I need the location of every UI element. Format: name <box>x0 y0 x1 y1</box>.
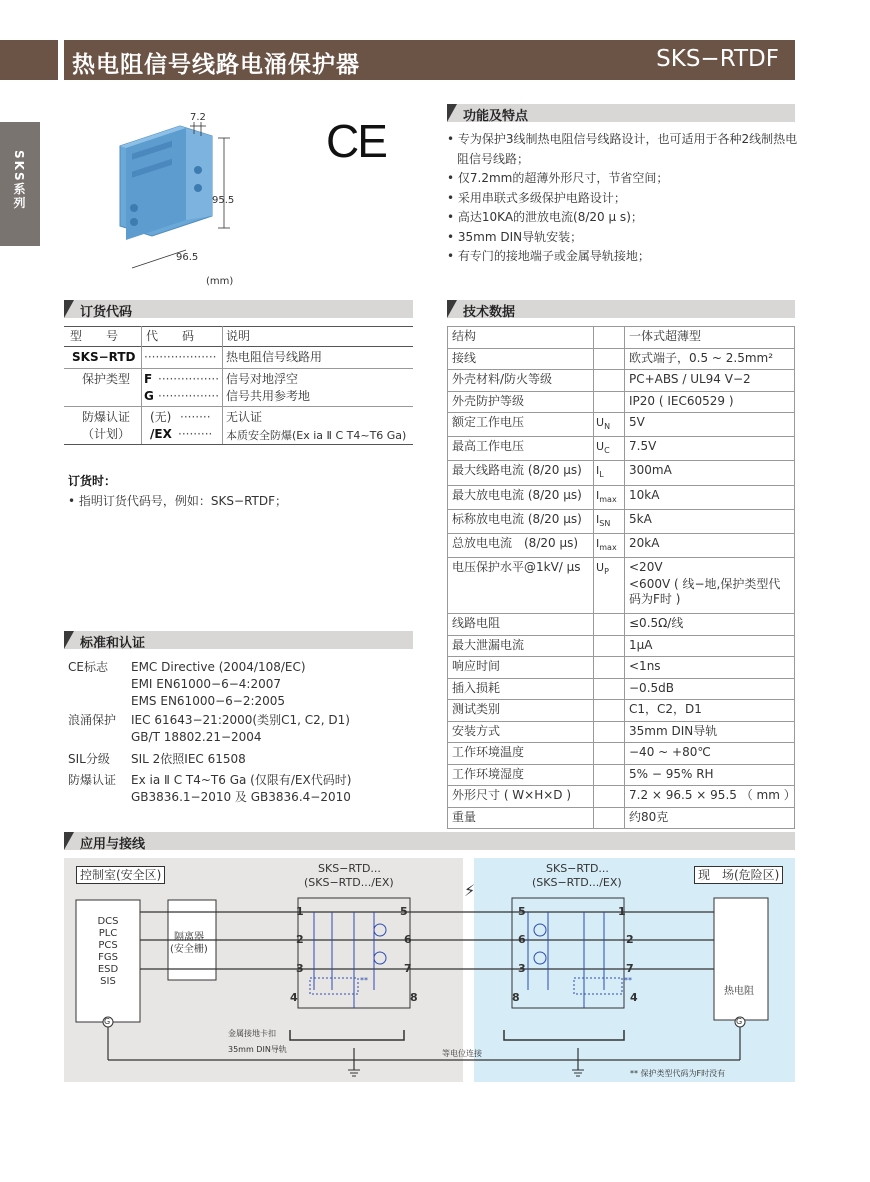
spec-symbol: $U_P$ <box>594 558 625 614</box>
spec-name: 安装方式 <box>448 721 594 743</box>
ground-symbol: G <box>736 1017 743 1026</box>
list-item: • 专为保护3线制热电阻信号线路设计，也可适用于各种2线制热电阻信号线路； <box>447 132 798 166</box>
table-row <box>448 786 795 808</box>
spec-name: 外壳材料/防火等级 <box>448 370 594 392</box>
spec-value: C1，C2，D1 <box>625 700 795 722</box>
safe-zone-label: 控制室(安全区) <box>76 866 165 884</box>
terminal-number: 2 <box>626 933 634 946</box>
spec-symbol <box>594 743 625 765</box>
spec-name: 测试类别 <box>448 700 594 722</box>
sensor-label: 热电阻 <box>724 986 754 997</box>
stars-left: ** <box>360 976 368 985</box>
standard-label: SIL分级 <box>68 752 110 766</box>
list-item: • 仅7.2mm的超薄外形尺寸，节省空间； <box>447 171 669 185</box>
spec-symbol <box>594 657 625 679</box>
table-row <box>448 721 795 743</box>
spec-value: 约80克 <box>625 807 795 829</box>
terminal-number: 4 <box>290 991 298 1004</box>
order-note-title: 订货时： <box>68 474 117 488</box>
table-row <box>448 461 795 485</box>
order-note: • 指明订货代码号，例如：SKS−RTDF； <box>68 494 288 508</box>
lightning-icon: ⚡ <box>464 881 476 900</box>
ce-mark: CE <box>326 115 386 167</box>
spec-symbol: $I_{max}$ <box>594 485 625 509</box>
spec-name: 工作环境温度 <box>448 743 594 765</box>
features-section-header: 功能及特点 <box>447 104 795 122</box>
order-section-header: 订货代码 <box>64 300 413 318</box>
order-type: SKS−RTD <box>72 350 136 364</box>
terminal-number: 6 <box>404 933 412 946</box>
spec-value: −0.5dB <box>625 678 795 700</box>
order-desc: 信号对地浮空 <box>226 372 299 386</box>
terminal-number: 4 <box>630 991 638 1004</box>
table-row <box>448 370 795 392</box>
isolator-label: 隔离器 <box>174 932 204 943</box>
order-type: 保护类型 <box>82 372 131 386</box>
system-list: DCS PLC PCS FGS ESD SIS <box>97 916 119 987</box>
stars-right: ** <box>624 976 632 985</box>
spec-name: 外壳防护等级 <box>448 391 594 413</box>
list-item: • 有专门的接地端子或金属导轨接地； <box>447 249 650 263</box>
order-code: /EX <box>150 427 172 441</box>
terminal-number: 5 <box>518 905 526 918</box>
dim-depth: 96.5 <box>176 252 199 263</box>
spec-value: 5kA <box>625 509 795 533</box>
order-code: F <box>144 372 153 386</box>
table-row <box>448 485 795 509</box>
spec-name: 电压保护水平@1kV/ µs <box>448 558 594 614</box>
terminal-number: 7 <box>626 962 634 975</box>
spec-name: 响应时间 <box>448 657 594 679</box>
standard-line: EMS EN61000−6−2:2005 <box>131 694 286 708</box>
spec-name: 重量 <box>448 807 594 829</box>
table-row <box>448 700 795 722</box>
list-item: • 采用串联式多级保护电路设计； <box>447 190 626 205</box>
spec-symbol: $I_{max}$ <box>594 533 625 557</box>
table-row <box>448 743 795 765</box>
spec-value: ≤0.5Ω/线 <box>625 614 795 636</box>
spec-value: <20V <600V ( 线−地,保护类型代 码为F时 ) <box>625 558 795 614</box>
table-row <box>448 635 795 657</box>
spec-value: 一体式超薄型 <box>625 327 795 349</box>
page-title: 热电阻信号线路电涌保护器 <box>72 52 360 78</box>
table-row <box>448 614 795 636</box>
spec-symbol <box>594 635 625 657</box>
terminal-number: 8 <box>410 991 418 1004</box>
table-row <box>448 391 795 413</box>
spec-name: 总放电电流 (8/20 µs) <box>448 533 594 557</box>
table-row <box>448 509 795 533</box>
spec-name: 线路电阻 <box>448 614 594 636</box>
terminal-number: 1 <box>296 905 304 918</box>
spec-symbol <box>594 370 625 392</box>
spec-name: 结构 <box>448 327 594 349</box>
order-code: G <box>144 389 154 403</box>
order-desc: 信号共用参考地 <box>226 389 311 403</box>
standard-label: 浪涌保护 <box>68 713 117 727</box>
spec-symbol <box>594 391 625 413</box>
order-desc: 无认证 <box>226 410 263 424</box>
standard-line: SIL 2依照IEC 61508 <box>131 752 246 766</box>
terminal-number: 3 <box>296 962 304 975</box>
standards-section-header: 标准和认证 <box>64 631 413 649</box>
page-header <box>0 40 795 80</box>
terminal-number: 2 <box>296 933 304 946</box>
order-table: 型 号 代 码 说明 SKS−RTD ··················· 热电阻信号线路用 保护类型 F ················ 信号对地浮空 G ················ 信号共用参考地 防爆认证 (无) ········ 无认证 （计划） /EX ········· 本质安全防爆(Ex ia Ⅱ C T4~T6 Ga) <box>64 326 413 446</box>
module-right-name: SKS−RTD... <box>546 862 609 875</box>
equipotential-label: 等电位连接 <box>442 1049 482 1058</box>
spec-symbol <box>594 786 625 808</box>
spec-symbol: $I_L$ <box>594 461 625 485</box>
spec-name: 最高工作电压 <box>448 437 594 461</box>
spec-value: <1ns <box>625 657 795 679</box>
order-type: 防爆认证 <box>82 410 131 424</box>
standard-line: EMC Directive (2004/108/EC) <box>131 660 306 674</box>
standard-line: GB/T 18802.21−2004 <box>131 730 262 744</box>
spec-symbol <box>594 678 625 700</box>
spec-value: 5V <box>625 413 795 437</box>
tech-table <box>447 326 795 829</box>
spec-value: PC+ABS / UL94 V−2 <box>625 370 795 392</box>
spec-symbol <box>594 348 625 370</box>
hazard-zone-label: 现 场(危险区) <box>694 866 783 884</box>
spec-value: 欧式端子，0.5 ~ 2.5mm² <box>625 348 795 370</box>
series-side-tab: SKS系列 <box>0 122 40 246</box>
order-desc: 热电阻信号线路用 <box>226 350 323 364</box>
terminal-number: 5 <box>400 905 408 918</box>
spec-symbol <box>594 764 625 786</box>
spec-name: 最大泄漏电流 <box>448 635 594 657</box>
spec-value: 35mm DIN导轨 <box>625 721 795 743</box>
spec-name: 工作环境湿度 <box>448 764 594 786</box>
spec-name: 插入损耗 <box>448 678 594 700</box>
terminal-number: 8 <box>512 991 520 1004</box>
spec-name: 外形尺寸 ( W×H×D ) <box>448 786 594 808</box>
table-row <box>448 413 795 437</box>
dim-unit: (mm) <box>206 276 234 287</box>
standard-line: IEC 61643−21:2000(类别C1, C2, D1) <box>131 713 350 727</box>
spec-symbol: $I_{SN}$ <box>594 509 625 533</box>
spec-symbol: $U_C$ <box>594 437 625 461</box>
spec-value: IP20 ( IEC60529 ) <box>625 391 795 413</box>
spec-value: 10kA <box>625 485 795 509</box>
spec-symbol <box>594 614 625 636</box>
dim-width: 7.2 <box>190 112 206 123</box>
table-row <box>448 678 795 700</box>
terminal-number: 1 <box>618 905 626 918</box>
standard-line: Ex ia Ⅱ C T4~T6 Ga (仅限有/EX代码时) <box>131 773 352 787</box>
spec-value: 5% − 95% RH <box>625 764 795 786</box>
module-left-name: SKS−RTD... <box>318 862 381 875</box>
list-item: • 高达10KA的泄放电流(8/20 µ s)； <box>447 210 643 224</box>
spec-value: 1µA <box>625 635 795 657</box>
order-code: (无) <box>150 410 172 424</box>
footnote: ** 保护类型代码为F时没有 <box>630 1069 726 1078</box>
col-code: 代 码 <box>146 329 195 343</box>
order-desc: 本质安全防爆(Ex ia Ⅱ C T4~T6 Ga) <box>226 429 407 442</box>
spec-value: 7.2 × 96.5 × 95.5 （ mm ） <box>625 786 795 808</box>
wiring-diagram <box>64 858 795 1082</box>
table-row <box>448 533 795 557</box>
spec-value: 300mA <box>625 461 795 485</box>
col-desc: 说明 <box>226 329 251 343</box>
ground-symbol: G <box>104 1017 111 1026</box>
tech-section-header: 技术数据 <box>447 300 795 318</box>
spec-symbol <box>594 721 625 743</box>
table-row <box>448 807 795 829</box>
terminal-number: 6 <box>518 933 526 946</box>
spec-symbol <box>594 327 625 349</box>
spec-name: 标称放电电流 (8/20 µs) <box>448 509 594 533</box>
wiring-section-header: 应用与接线 <box>64 832 795 850</box>
din-rail-label: 35mm DIN导轨 <box>228 1045 287 1054</box>
module-right-variant: (SKS−RTD.../EX) <box>532 876 622 889</box>
model-number: SKS−RTDF <box>656 46 779 72</box>
spec-value: 7.5V <box>625 437 795 461</box>
spec-symbol <box>594 807 625 829</box>
standard-line: GB3836.1−2010 及 GB3836.4−2010 <box>131 790 351 804</box>
table-row <box>448 558 795 614</box>
order-type: （计划） <box>82 427 131 441</box>
list-item: • 35mm DIN导轨安装； <box>447 229 583 244</box>
table-row <box>448 657 795 679</box>
spec-value: 20kA <box>625 533 795 557</box>
terminal-number: 7 <box>404 962 412 975</box>
standard-label: 防爆认证 <box>68 773 117 787</box>
table-row <box>448 437 795 461</box>
spec-symbol <box>594 700 625 722</box>
standard-line: EMI EN61000−6−4:2007 <box>131 677 281 691</box>
spec-value: −40 ~ +80℃ <box>625 743 795 765</box>
table-row <box>448 348 795 370</box>
spec-symbol: $U_N$ <box>594 413 625 437</box>
spec-name: 额定工作电压 <box>448 413 594 437</box>
dim-height: 95.5 <box>212 195 235 206</box>
col-type: 型 号 <box>70 329 119 343</box>
table-row <box>448 327 795 349</box>
wiring-svg <box>64 858 795 1082</box>
din-clip-label: 金属接地卡扣 <box>228 1029 276 1038</box>
spec-name: 最大线路电流 (8/20 µs) <box>448 461 594 485</box>
module-left-variant: (SKS−RTD.../EX) <box>304 876 394 889</box>
spec-name: 最大放电电流 (8/20 µs) <box>448 485 594 509</box>
isolator-sub: (安全栅) <box>170 944 208 955</box>
product-image <box>88 108 258 288</box>
terminal-number: 3 <box>518 962 526 975</box>
table-row <box>448 764 795 786</box>
features-list <box>447 130 799 267</box>
spec-name: 接线 <box>448 348 594 370</box>
standard-label: CE标志 <box>68 660 108 674</box>
